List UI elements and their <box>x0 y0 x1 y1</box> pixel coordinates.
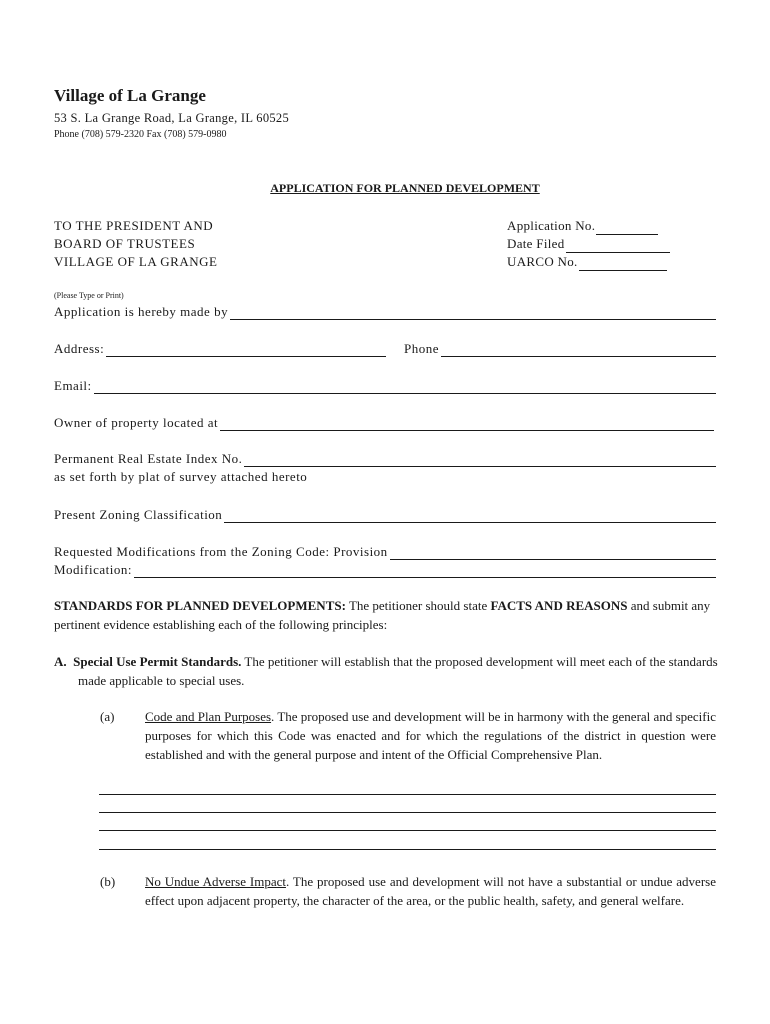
pin-label: Permanent Real Estate Index No. <box>54 451 243 466</box>
application-number-field[interactable] <box>596 221 658 235</box>
address-line <box>54 341 386 357</box>
pin-note: as set forth by plat of survey attached hereto <box>54 469 308 484</box>
response-line-a-1[interactable] <box>99 794 716 795</box>
type-or-print-note: (Please Type or Print) <box>54 291 124 300</box>
section-a <box>54 652 718 690</box>
zoning-line <box>54 507 716 523</box>
modifications-provision-field[interactable] <box>390 547 716 560</box>
owner-property-field[interactable] <box>220 418 714 431</box>
section-a-heading: Special Use Permit Standards. <box>73 654 242 669</box>
application-number-label: Application No. <box>507 218 596 233</box>
phone-field[interactable] <box>441 344 716 357</box>
email-label: Email: <box>54 378 92 393</box>
standards-intro <box>54 596 718 634</box>
address-field[interactable] <box>106 344 386 357</box>
organization-phone-fax: Phone (708) 579-2320 Fax (708) 579-0980 <box>54 129 227 140</box>
date-filed-label: Date Filed <box>507 236 565 251</box>
response-line-a-4[interactable] <box>99 849 716 850</box>
address-label: Address: <box>54 341 105 356</box>
item-b-label: (b) <box>100 874 116 889</box>
owner-property-label: Owner of property located at <box>54 415 219 430</box>
applicant-name-field[interactable] <box>230 307 716 320</box>
item-a-label: (a) <box>100 709 115 724</box>
response-line-a-3[interactable] <box>99 830 716 831</box>
zoning-label: Present Zoning Classification <box>54 507 223 522</box>
uarco-number-field[interactable] <box>579 257 667 271</box>
zoning-field[interactable] <box>224 510 716 523</box>
application-number-line <box>507 217 670 235</box>
organization-name: Village of La Grange <box>54 86 206 105</box>
addressee-line: VILLAGE OF LA GRANGE <box>54 254 218 269</box>
standard-item-b <box>100 872 716 932</box>
standards-text: The petitioner should state <box>345 598 491 613</box>
phone-line <box>404 341 716 357</box>
email-line <box>54 378 716 394</box>
organization-address: 53 S. La Grange Road, La Grange, IL 60525 <box>54 111 290 125</box>
uarco-number-label: UARCO No. <box>507 254 578 269</box>
form-title: APPLICATION FOR PLANNED DEVELOPMENT <box>270 181 540 195</box>
application-info-block <box>507 217 670 271</box>
item-a-text: . The proposed use and development will be in harmony with the general and specific purposes for which this Code was enacted and for which the regulations of the district in question were established and with the general purpose and intent of the Official Comprehensive Plan. <box>145 709 716 762</box>
modification-label: Modification: <box>54 562 132 577</box>
addressee-block <box>54 217 217 271</box>
date-filed-field[interactable] <box>566 239 670 253</box>
addressee-line: BOARD OF TRUSTEES <box>54 236 196 251</box>
applicant-name-line <box>54 304 716 320</box>
modification-line <box>54 562 716 578</box>
standards-emphasis: FACTS AND REASONS <box>490 598 628 613</box>
date-filed-line <box>507 235 670 253</box>
section-a-letter: A. <box>54 654 67 669</box>
item-b-text: . The proposed use and development will not have a substantial or undue adverse effect upon adjacent property, the character of the area, or the public health, safety, and general welfare. <box>145 874 716 908</box>
standard-item-a <box>100 707 716 787</box>
addressee-line: TO THE PRESIDENT AND <box>54 218 214 233</box>
modification-field[interactable] <box>134 565 716 578</box>
response-line-a-2[interactable] <box>99 812 716 813</box>
modifications-provision-label: Requested Modifications from the Zoning Code: Provision <box>54 544 388 559</box>
phone-label: Phone <box>404 341 439 356</box>
standards-text: and submit any pertinent evidence establishing each of the following principles: <box>54 598 711 632</box>
applicant-name-label: Application is hereby made by <box>54 304 229 319</box>
modifications-provision-line <box>54 544 716 560</box>
item-b-title: No Undue Adverse Impact <box>145 874 286 889</box>
item-a-title: Code and Plan Purposes <box>145 709 272 724</box>
owner-property-line <box>54 415 714 431</box>
standards-heading: STANDARDS FOR PLANNED DEVELOPMENTS: <box>54 598 346 613</box>
pin-field[interactable] <box>244 454 716 467</box>
uarco-number-line <box>507 253 670 271</box>
section-a-text: The petitioner will establish that the proposed development will meet each of the standards made applicable to special uses. <box>78 654 718 688</box>
pin-line <box>54 451 716 467</box>
email-field[interactable] <box>94 381 716 394</box>
